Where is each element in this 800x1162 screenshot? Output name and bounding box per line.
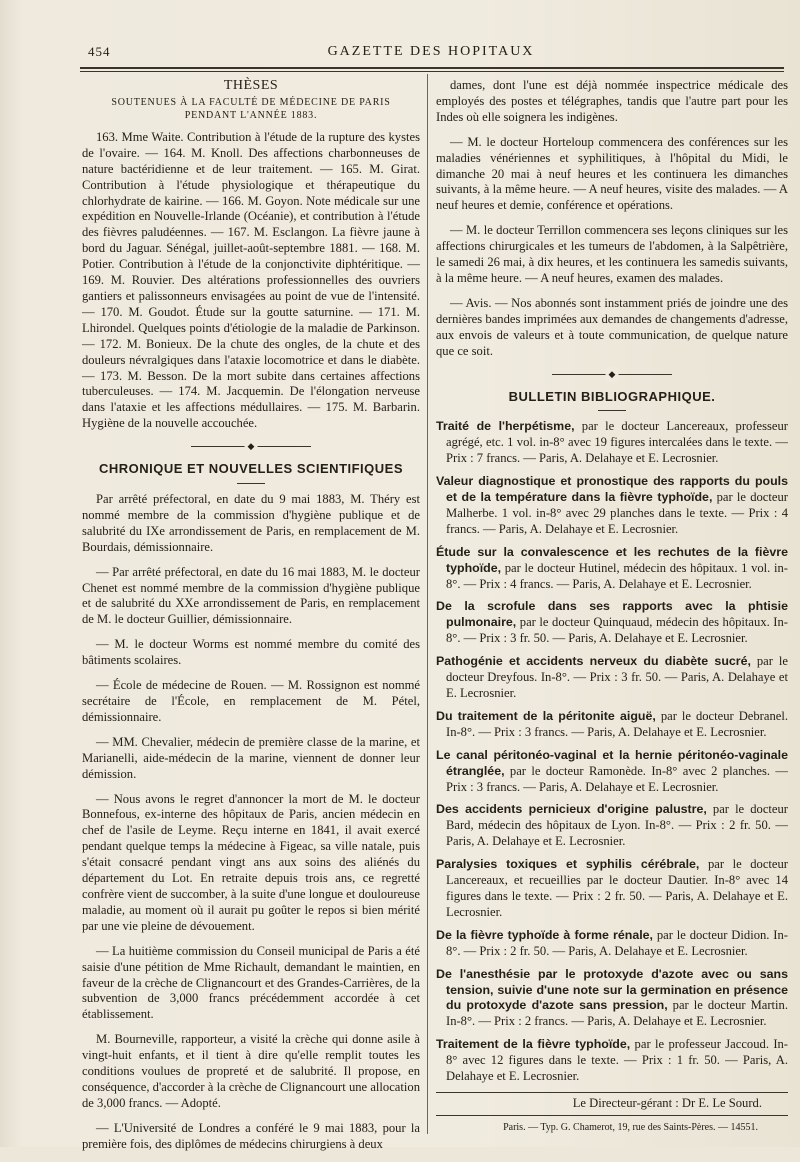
news-paragraph: — La huitième commission du Conseil municipal de Paris a été saisie d'une pétition de Mme Richault, demandant le maintien, en faveur de la crèche de Clignancourt et des Grandes-Carrières, de la subvention de 3,000 francs précédemment accordée à cet établissement. (82, 943, 420, 1022)
book-title: Traité de l'herpétisme, (436, 419, 575, 434)
ornament-glyph: ◆ (245, 439, 258, 455)
book-title: Valeur diagnostique et pronostique des rapports du pouls et de la température dans la fièvre typhoïde, (436, 474, 788, 505)
bulletin-entries (436, 419, 788, 1085)
book-details: par le docteur Didion. In-8°. — Prix : 2 fr. 50. — Paris, A. Delahaye et E. Lecrosnier. (446, 927, 788, 958)
book-title: Étude sur la convalescence et les rechutes de la fièvre typhoïde, (436, 544, 788, 575)
printer-imprint: Paris. — Typ. G. Chamerot, 19, rue des Saints-Pères. — 14551. (503, 1121, 758, 1133)
section-ornament (191, 441, 311, 453)
book-details: par le docteur Hutinel, médecin des hôpitaux. 1 vol. in-8°. — Prix : 4 francs. — Paris, A. Delahaye et E. Lecrosnier. (446, 560, 788, 591)
book-title: Le canal péritonéo-vaginal et la hernie péritonéo-vaginale étranglée, (436, 747, 788, 778)
news-paragraph: — M. le docteur Horteloup commencera des conférences sur les maladies vénériennes et syphilitiques, à l'hôpital du Midi, le dimanche 20 mai à neuf heures et les continuera les dimanches suivants, à la même heure. — A neuf heures, visite des malades. — A neuf heures et demie, conférence et opérations. (436, 134, 788, 213)
book-details: par le professeur Jaccoud. In-8° avec 12 figures dans le texte. — Prix : 1 fr. 50. — Paris, A. Delahaye et E. Lecrosnier. (446, 1037, 789, 1084)
column-divider (427, 74, 428, 1134)
chronique-body (82, 492, 420, 1153)
news-paragraph: — Nous avons le regret d'annoncer la mort de M. le docteur Bonnefous, ex-interne des hôpitaux de Paris, ancien médecin en chef de l'asile de Leyme. Reçu interne en 1841, il avait exercé pendant quelque temps la médecine à Figeac, sa ville natale, puis s'était consacré pendant vingt ans aux soins des aliénés du département du Lot. En retraite depuis trois ans, ce regretté confrère vient de succomber, à la suite d'une longue et douloureuse maladie, au moment où il aurait pu goûter le repos si bien mérité par une vie pleine de dévouement. (82, 791, 420, 933)
left-column (82, 78, 420, 1162)
book-title: De la fièvre typhoïde à forme rénale, (436, 927, 653, 942)
news-paragraph: — Avis. — Nos abonnés sont instamment priés de joindre une des dernières bandes imprimées aux demandes de changements d'adresse, aux envois de valeurs et à toute communication, de quelque nature que ce soit. (436, 295, 788, 358)
book-title: Pathogénie et accidents nerveux du diabète sucré, (436, 654, 751, 669)
bibliography-entry (436, 654, 788, 702)
news-paragraph: — MM. Chevalier, médecin de première classe de la marine, et Marianelli, aide-médecin de la marine, viennent de donner leur démission. (82, 734, 420, 781)
theses-subtitle-line-2: PENDANT L'ANNÉE 1883. (184, 109, 318, 121)
bibliography-entry (436, 802, 788, 850)
imprint-rule (436, 1115, 788, 1116)
bibliography-entry (436, 545, 788, 593)
bulletin-title: BULLETIN BIBLIOGRAPHIQUE. (508, 388, 716, 404)
bibliography-entry (436, 1037, 788, 1085)
book-details: par le docteur Martin. In-8°. — Prix : 2 francs. — Paris, A. Delahaye et E. Lecrosnier. (446, 998, 788, 1029)
bibliography-entry (436, 419, 788, 467)
section-ornament (552, 369, 672, 381)
news-paragraph: Par arrêté préfectoral, en date du 9 mai 1883, M. Théry est nommé membre de la commission d'hygiène publique et de salubrité du IXe arrondissement de Paris, en remplacement de M. Bourdais, démissionnaire. (82, 492, 420, 554)
bibliography-entry (436, 599, 788, 647)
theses-list: 163. Mme Waite. Contribution à l'étude de la rupture des kystes de l'ovaire. — 164. M. Knoll. Des affections charbonneuses de nature bactéridienne et de leur traitement. — 165. M. Girat. Contribution à l'étude physiologique et thérapeutique du chlorhydrate de kairine. — 166. M. Goyon. Note médicale sur une expédition en Nouvelle-Irlande (Océanie), et contribution à l'étude des fièvres paludéennes. — 167. M. Esclangon. La fièvre jaune à bord du Jaguar. Sénégal, juillet-août-septembre 1881. — 168. M. Potier. Contribution à l'étude de la conjonctivite diphtéritique. — 169. M. Rouvier. Des altérations professionnelles des ouvriers gantiers et palissonneurs envisagées au point de vue de l'intensité. — 170. M. Goudot. Étude sur la goutte saturnine. — 171. M. Lhirondel. Quelques points d'étiologie de la maladie de Parkinson. — 172. M. Bonieux. De la chute des ongles, de la chute et des douleurs névralgiques dans l'ataxie locomotrice et dans le diabète. — 173. M. Besson. De la mort subite dans certaines affections tuberculeuses. — 174. M. Jacquemin. De l'élongation nerveuse dans l'ataxie et les affections médullaires. — 175. M. Barbarin. Hygiène de la nouvelle accouchée. (82, 129, 420, 431)
news-paragraph: — École de médecine de Rouen. — M. Rossignon est nommé secrétaire de l'École, en remplacement de M. Pétel, démissionnaire. (82, 678, 420, 724)
book-title: Traitement de la fièvre typhoïde, (436, 1037, 631, 1052)
news-paragraph: M. Bourneville, rapporteur, a visité la crèche qui donne asile à vingt-huit enfants, et il tient à dire qu'elle remplit toutes les conditions voulues de propreté et de salubrité. Il propose, en conséquence, d'accorder à la crèche de Clignancourt une allocation de 3,000 francs. — Adopté. (82, 1032, 420, 1110)
book-details: par le docteur Debranel. In-8°. — Prix : 3 francs. — Paris, A. Delahaye et E. Lecrosnier. (446, 708, 788, 739)
news-paragraph: — Par arrêté préfectoral, en date du 16 mai 1883, M. le docteur Chenet est nommé membre de la commission d'hygiène publique et de salubrité du XXe arrondissement de Paris, en remplacement de M. le docteur Guillier, démissionnaire. (82, 564, 420, 627)
title-rule (237, 483, 265, 484)
book-title: Paralysies toxiques et syphilis cérébrale, (436, 857, 700, 872)
director-signature: Le Directeur-gérant : Dr E. Le Sourd. (572, 1095, 762, 1110)
page-header (80, 44, 782, 68)
book-title: De la scrofule dans ses rapports avec la phtisie pulmonaire, (436, 599, 788, 630)
book-details: par le docteur Lancereaux, et recueillies par le docteur Dautier. In-8° avec 14 figures dans le texte. — Prix : 2 fr. 50. — Paris, A. Delahaye et E. Lecrosnier. (446, 857, 788, 919)
news-paragraph: — M. le docteur Terrillon commencera ses leçons cliniques sur les affections chirurgicales et les tumeurs de l'abdomen, à la Salpêtrière, le samedi 26 mai, à dix heures, et les continuera les samedis suivants, à la même heure. — A neuf heures, examen des malades. (436, 223, 788, 285)
book-details: par le docteur Dreyfous. In-8°. — Prix : 3 fr. 50. — Paris, A. Delahaye et E. Lecrosnier. (446, 654, 788, 700)
bibliography-entry (436, 928, 788, 960)
running-title: GAZETTE DES HOPITAUX (327, 44, 535, 59)
book-details: par le docteur Bard, médecin des hôpitaux de Lyon. In-8°. — Prix : 2 fr. 50. — Paris, A. Delahaye et E. Lecrosnier. (446, 802, 788, 849)
news-paragraph: dames, dont l'une est déjà nommée inspectrice médicale des employés des postes et télégraphes, tandis que l'autre part pour les Indes où elle soignera les indigènes. (436, 78, 788, 124)
theses-subtitle (82, 96, 420, 122)
right-column (436, 78, 788, 1136)
bibliography-entry (436, 748, 788, 796)
title-rule (598, 410, 626, 411)
bibliography-entry (436, 967, 788, 1031)
bibliography-entry (436, 474, 788, 538)
book-title: Des accidents pernicieux d'origine palustre, (436, 802, 707, 817)
ornament-glyph: ◆ (606, 367, 619, 383)
book-title: De l'anesthésie par le protoxyde d'azote avec ou sans tension, suivie d'une note sur la germination en présence du protoxyde d'azote sans pression, (436, 966, 788, 1013)
chronique-title: CHRONIQUE ET NOUVELLES SCIENTIFIQUES (98, 461, 404, 477)
page-number: 454 (88, 44, 111, 59)
book-details: par le docteur Malherbe. 1 vol. in-8° avec 29 planches dans le texte. — Prix : 4 francs. — Paris, A. Delahaye et E. Lecrosnier. (446, 490, 788, 536)
header-rule (80, 67, 784, 72)
book-details: par le docteur Lancereaux, professeur agrégé, etc. 1 vol. in-8° avec 19 figures intercalées dans le texte. — Prix : 7 francs. — Paris, A. Delahaye et E. Lecrosnier. (446, 419, 788, 466)
book-details: par le docteur Ramonède. In-8° avec 2 planches. — Prix : 3 francs. — Paris, A. Delahaye et E. Lecrosnier. (446, 763, 788, 794)
theses-subtitle-line-1: SOUTENUES À LA FACULTÉ DE MÉDECINE DE PARIS (111, 96, 391, 108)
news-paragraph: — M. le docteur Worms est nommé membre du comité des bâtiments scolaires. (82, 637, 420, 668)
book-details: par le docteur Quinquaud, médecin des hôpitaux. In-8°. — Prix : 3 fr. 50. — Paris, A. Delahaye et E. Lecrosnier. (446, 615, 788, 646)
bibliography-entry (436, 709, 788, 741)
right-column-body (436, 78, 788, 360)
book-title: Du traitement de la péritonite aiguë, (436, 708, 656, 723)
footer-rule (436, 1092, 788, 1093)
bibliography-entry (436, 857, 788, 921)
theses-title: THÈSES (223, 78, 279, 93)
news-paragraph: — L'Université de Londres a conféré le 9 mai 1883, pour la première fois, des diplômes de médecins chirurgiens à deux (82, 1120, 420, 1151)
